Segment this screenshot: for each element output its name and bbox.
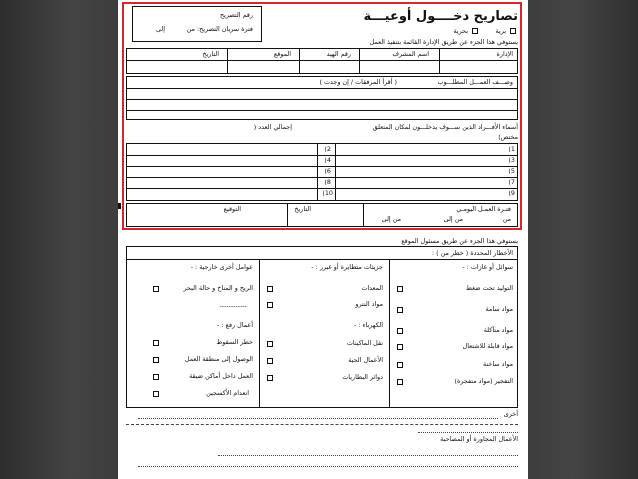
hazards-label: الأخطار المحددة ( خطر من ) : [431,249,513,257]
col3-checkbox-7[interactable] [153,391,159,397]
person-row-10: 10) [322,189,333,197]
total-count-label: إجمالي العدد ( [253,123,292,131]
work-description-note: ( أقرأ المرفقات / إن وجدت ) [319,78,397,86]
col3-checkbox-6[interactable] [153,374,159,380]
col1-item-6: التفجير (مواد متفجرة) [454,377,513,385]
type-sea-checkbox[interactable] [472,28,478,34]
adjacent-line-1 [218,455,518,456]
period-signature-label: التوقيع [223,205,241,213]
col2-item-5: الأعمال الحية [348,356,383,364]
col2-checkbox-5[interactable] [267,358,273,364]
col3-checkbox-1[interactable] [153,286,159,292]
col3-item-7: انعدام الأكسجين [206,389,249,397]
person-row-1: 1) [508,145,515,153]
person-row-9: 9) [508,189,515,197]
header-table [126,48,518,74]
col2-item-4: نقل الماكينات [346,339,383,347]
person-row-5: 5) [508,167,515,175]
permit-number-box [132,6,262,42]
col1-item-4: مواد قابلة للاشتعال [462,342,513,350]
hazard-col3-head: عوامل أخرى خارجية : - [190,263,253,271]
hazard-col1-head: سوائل أو غازات : - [462,263,513,271]
section1-note: يستوفي هذا الجزء عن طريق الإدارة القائمة بتنفيذ العمل [369,38,518,46]
right-background-strip [528,0,638,479]
marker-square [118,203,121,209]
validity-from-label: فترة سريان التصريح: من [186,25,253,33]
col3-checkbox-4[interactable] [153,340,159,346]
work-description-box [126,76,518,120]
col2-checkbox-1[interactable] [267,286,273,292]
period-hours-2: من إلى [381,215,401,223]
col2-checkbox-2[interactable] [267,302,273,308]
col-date: التاريخ [202,50,219,58]
col1-checkbox-1[interactable] [397,286,403,292]
col1-checkbox-4[interactable] [397,344,403,350]
period-from-label: من [502,215,511,223]
persons-table [126,143,518,201]
other-line [138,418,498,419]
col-department: الإدارة [496,50,513,58]
permit-form-page [118,0,528,479]
period-hours-1: من إلى [443,215,463,223]
period-date-label: التاريخ [294,205,311,213]
person-row-6: 6) [324,167,331,175]
other-line-2 [418,432,518,433]
daily-period-row [126,203,518,227]
col3-item-3: أعمال رفع : - [217,321,253,329]
person-row-7: 7) [508,178,515,186]
col-supervisor: اسم المشرف [392,50,429,58]
col3-item-4: خطر السقوط [216,338,253,346]
col1-checkbox-3[interactable] [397,328,403,334]
col1-item-3: مواد متآكلة [483,326,513,334]
col2-checkbox-6[interactable] [267,375,273,381]
person-row-3: 3) [508,156,515,164]
section2-note: يستوفي هذا الجزء عن طريق مسئول الموقع [401,237,518,245]
daily-period-label: فتـرة العمـل اليومـي [456,205,511,213]
work-description-label: وصـــف العمـــل المطلـــوب [437,78,513,86]
separator-line [126,424,518,425]
col1-item-2: مواد سامة [485,305,513,313]
col2-item-6: دوائر البطاريات [342,373,383,381]
left-background-strip [0,0,118,479]
person-row-4: 4) [324,156,331,164]
col2-item-1: المعدات [361,284,383,292]
adjacent-work-label: الأعمال المجاورة أو المصاحبة [440,435,518,443]
type-sea-label: بحرية [453,27,468,35]
form-title: تصاريح دخــــول أوعيـــة [363,9,518,24]
col3-item-6: العمل داخل أماكن ضيقة [189,372,253,380]
col3-item-1: الريح و المناخ و حالة البحر [183,284,253,292]
specialty-label: مختص) [498,133,518,141]
col1-checkbox-5[interactable] [397,362,403,368]
hazards-table [126,246,518,408]
person-row-2: 2) [324,145,331,153]
type-land-label: برية [495,27,506,35]
col1-item-5: مواد ساخنة [483,360,513,368]
col-badge: رقم الهيد [326,50,351,58]
validity-to-label: إلى [155,25,165,33]
persons-label: أسماء الأفـــراد الذين ســـوف يدخلـــون لمكان المتعلق [372,123,518,131]
adjacent-line-2 [138,466,518,467]
col1-checkbox-2[interactable] [397,307,403,313]
hazard-col2-head: جزيئات متطايرة أو غبرر : - [311,263,383,271]
col3-item-2: ------------ [219,302,247,310]
col3-item-5: الوصول إلى منطقة العمل [184,355,253,363]
col2-item-2: مواد النترو [355,300,383,308]
col3-checkbox-5[interactable] [153,357,159,363]
other-label: أخرى [503,410,518,418]
col-location: الموقع [273,50,291,58]
type-land-checkbox[interactable] [510,28,516,34]
col1-checkbox-6[interactable] [397,379,403,385]
col1-item-1: التوليد تحت ضغط [466,284,513,292]
col2-checkbox-4[interactable] [267,341,273,347]
person-row-8: 8) [324,178,331,186]
col2-item-3: الكهرباء : - [354,321,383,329]
permit-number-label: رقم التصريح [219,11,253,19]
